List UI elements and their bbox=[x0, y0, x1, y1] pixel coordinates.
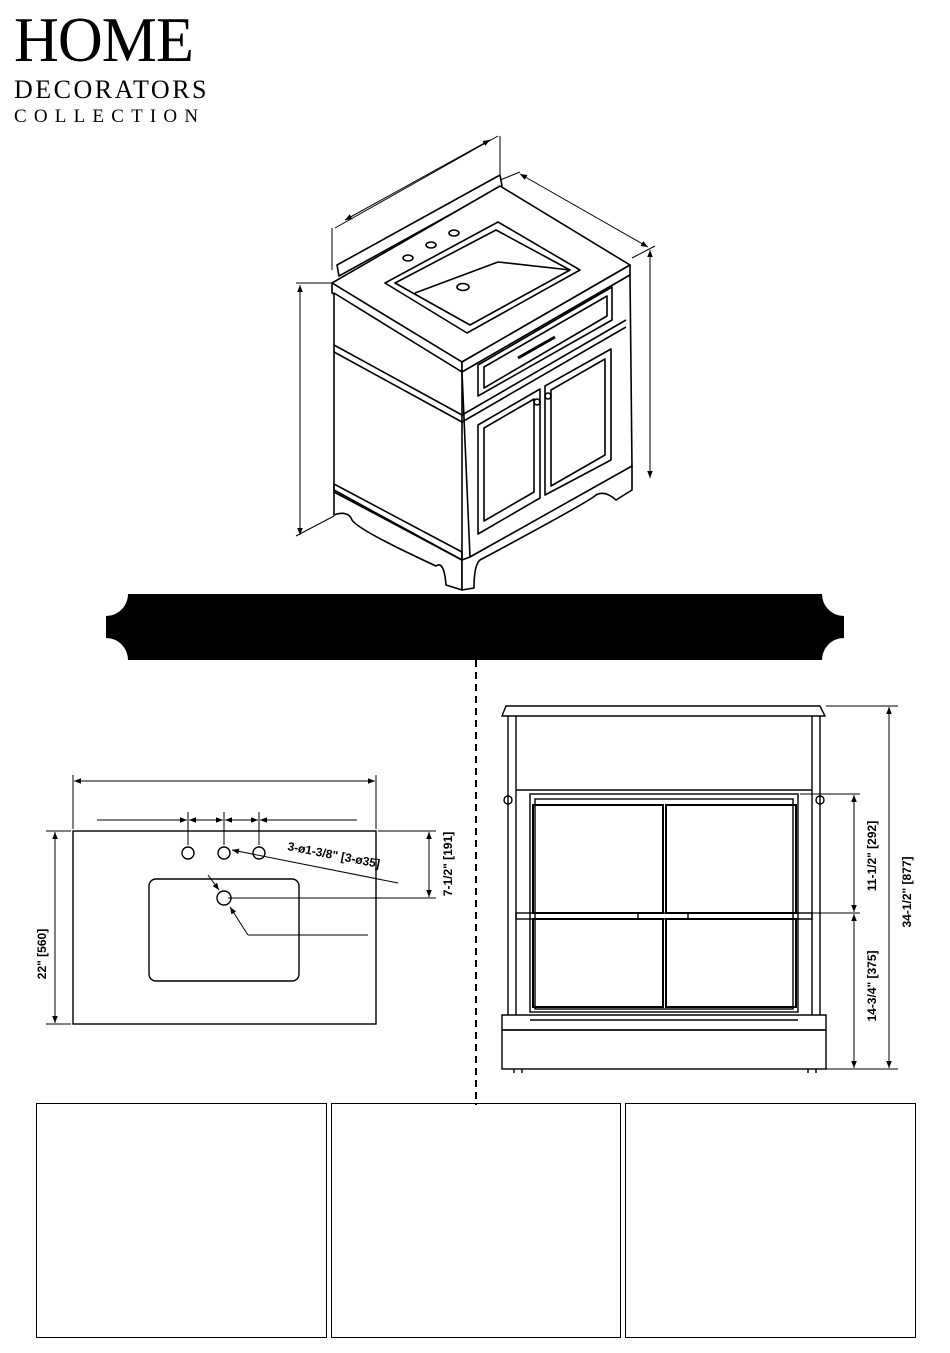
info-box-3 bbox=[625, 1103, 916, 1338]
section-banner bbox=[106, 594, 844, 660]
info-box-2 bbox=[331, 1103, 621, 1338]
label-depth: 22" [560] bbox=[35, 928, 49, 980]
front-view bbox=[502, 706, 898, 1073]
info-box-1 bbox=[36, 1103, 327, 1338]
label-hole-offset: 7-1/2" [191] bbox=[441, 831, 455, 897]
label-total-height: 34-1/2" [877] bbox=[900, 856, 914, 928]
label-lower-height: 14-3/4" [375] bbox=[865, 950, 879, 1022]
brand-line-home: HOME bbox=[14, 4, 193, 75]
brand-line-collection: COLLECTION bbox=[14, 106, 206, 127]
top-view bbox=[46, 775, 436, 1024]
label-upper-height: 11-1/2" [292] bbox=[865, 820, 879, 892]
label-faucet-holes: 3-ø1-3/8" [3-ø35] bbox=[286, 839, 382, 871]
isometric-vanity bbox=[296, 136, 655, 590]
brand-line-decorators: DECORATORS bbox=[14, 75, 210, 104]
